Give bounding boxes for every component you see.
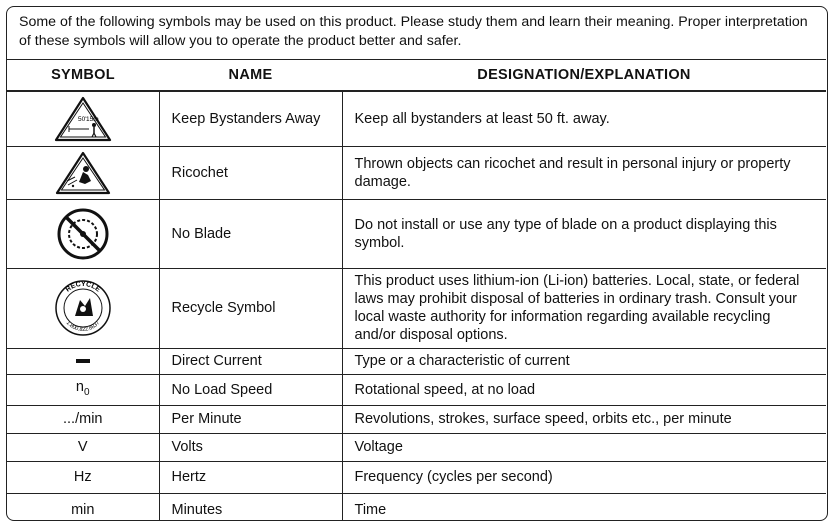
header-name: NAME: [159, 60, 342, 92]
distance-feet-text: 50': [77, 115, 87, 123]
distance-meters-text: 15m: [85, 115, 99, 123]
name-cell: Keep Bystanders Away: [159, 91, 342, 146]
table-row: [7, 433, 826, 461]
symbol-cell: min: [7, 493, 159, 521]
name-cell: Direct Current: [159, 348, 342, 374]
symbol-cell: [7, 199, 159, 268]
explanation-cell: This product uses lithium-ion (Li-ion) batteries. Local, state, or federal laws may prohibit disposal of batteries in ordinary trash. Consult your local waste authority for information regarding available recycling and/or disposal options.: [342, 268, 826, 348]
explanation-cell: Rotational speed, at no load: [342, 374, 826, 405]
explanation-cell: Thrown objects can ricochet and result in personal injury or property damage.: [342, 146, 826, 199]
symbol-cell: [7, 374, 159, 405]
name-cell: Recycle Symbol: [159, 268, 342, 348]
recycle-seal-text: RECYCLE: [64, 280, 102, 294]
name-cell: No Blade: [159, 199, 342, 268]
table-row: [7, 405, 826, 433]
no-load-speed-symbol: n: [75, 378, 84, 395]
table-row: [7, 146, 826, 199]
symbol-cell: V: [7, 433, 159, 461]
name-cell: Ricochet: [159, 146, 342, 199]
name-cell: Hertz: [159, 461, 342, 493]
name-cell: Per Minute: [159, 405, 342, 433]
symbol-cell: [7, 348, 159, 374]
no-blade-icon: [56, 207, 110, 261]
table-header-row: [7, 60, 826, 92]
explanation-cell: Do not install or use any type of blade on a product displaying this symbol.: [342, 199, 826, 268]
header-explanation: DESIGNATION/EXPLANATION: [342, 60, 826, 92]
ricochet-warning-icon: [55, 151, 111, 195]
table-row: [7, 348, 826, 374]
name-cell: No Load Speed: [159, 374, 342, 405]
table-row: [7, 268, 826, 348]
intro-text: Some of the following symbols may be used on this product. Please study them and learn their meaning. Proper interpretation of these symbols will allow you to operate the product better and safer.: [19, 14, 808, 49]
header-symbol: SYMBOL: [7, 60, 159, 92]
table-row: [7, 374, 826, 405]
symbols-page: [6, 6, 828, 521]
table-row: [7, 461, 826, 493]
explanation-cell: Keep all bystanders at least 50 ft. away.: [342, 91, 826, 146]
recycle-phone-text: 1.800.822.8837: [64, 320, 101, 334]
table-row: [7, 91, 826, 146]
symbol-cell: Hz: [7, 461, 159, 493]
symbol-cell: [7, 146, 159, 199]
name-cell: Volts: [159, 433, 342, 461]
no-load-speed-subscript: 0: [84, 386, 90, 398]
explanation-cell: Voltage: [342, 433, 826, 461]
direct-current-icon: [76, 359, 90, 363]
symbol-cell: [7, 91, 159, 146]
table-row: [7, 199, 826, 268]
explanation-cell: Type or a characteristic of current: [342, 348, 826, 374]
symbol-cell: [7, 268, 159, 348]
explanation-cell: Revolutions, strokes, surface speed, orbits etc., per minute: [342, 405, 826, 433]
keep-bystanders-away-icon: [54, 96, 112, 142]
recycle-battery-seal-icon: [53, 278, 113, 338]
explanation-cell: Time: [342, 493, 826, 521]
name-cell: Minutes: [159, 493, 342, 521]
table-row: [7, 493, 826, 521]
symbols-table: [7, 59, 826, 521]
symbol-cell: .../min: [7, 405, 159, 433]
explanation-cell: Frequency (cycles per second): [342, 461, 826, 493]
